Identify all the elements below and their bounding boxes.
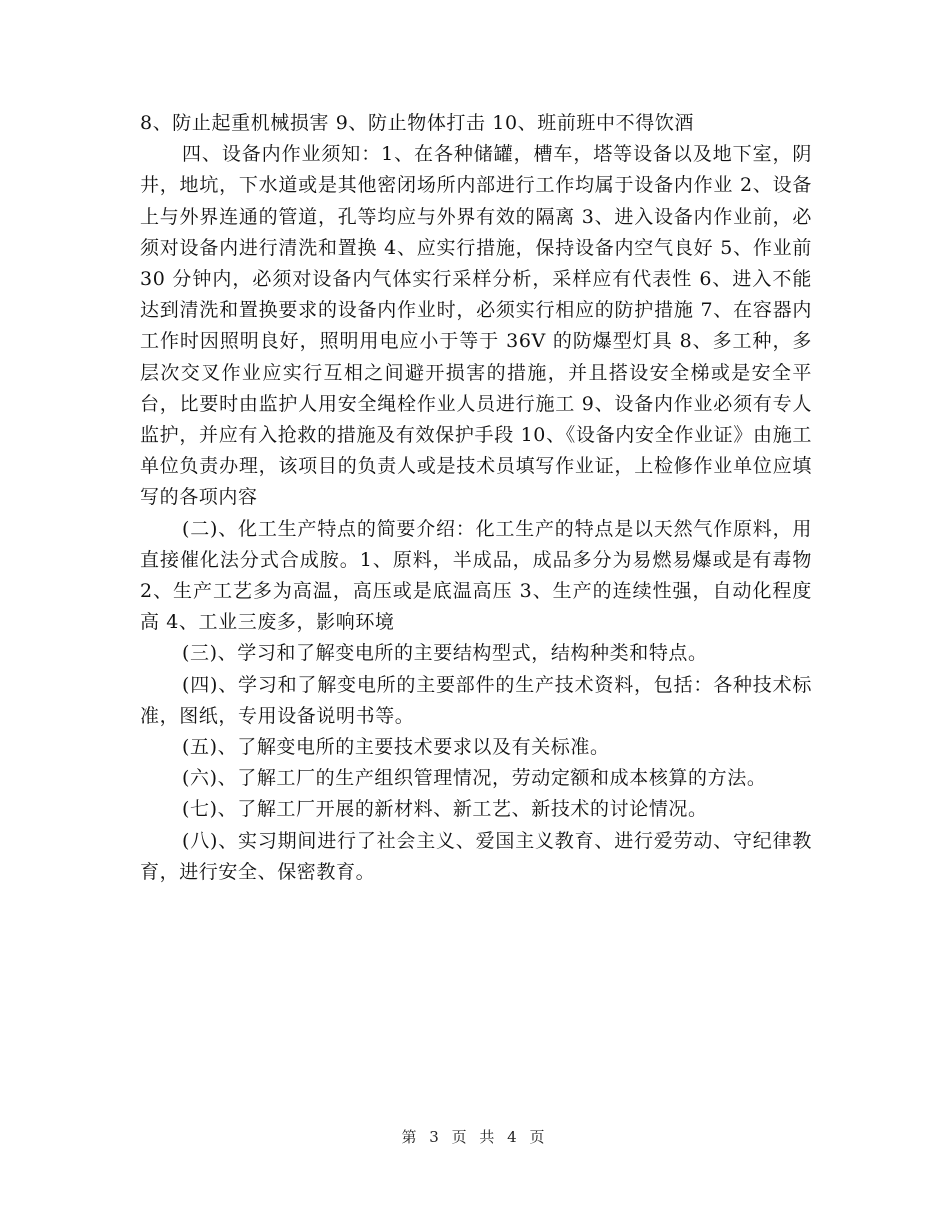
paragraph-vessel-work-notice: 四、设备内作业须知：1、在各种储罐，槽车，塔等设备以及地下室，阴井，地坑，下水道或是其他密闭场所内部进行工作均属于设备内作业 2、设备上与外界连通的管道，孔等均应与外界有效的隔离 3、进入设备内作业前，必须对设备内进行清洗和置换 4、应实行措施，保持设备内空气良好 5、作业前 30 分钟内，必须对设备内气体实行采样分析，采样应有代表性 6、进入不能达到清洗和置换要求的设备内作业时，必须实行相应的防护措施 7、在容器内工作时因照明良好，照明用电应小于等于 36V 的防爆型灯具 8、多工种，多层次交叉作业应实行互相之间避开损害的措施，并且搭设安全梯或是安全平台，比要时由监护人用安全绳栓作业人员进行施工 9、设备内作业必须有专人监护，并应有入抢救的措施及有效保护手段 10、《设备内安全作业证》由施工单位负责办理，该项目的负责人或是技术员填写作业证，上检修作业单位应填写的各项内容 (140, 143, 812, 509)
paragraph-technical-materials: (四)、学习和了解变电所的主要部件的生产技术资料，包括：各种技术标准，图纸，专用设备说明书等。 (140, 673, 812, 727)
paragraph-chemical-production: (二)、化工生产特点的简要介绍：化工生产的特点是以天然气作原料，用直接催化法分式合成胺。1、原料，半成品，成品多分为易燃易爆或是有毒物 2、生产工艺多为高温，高压或是底温高压 3、生产的连续性强，自动化程度高 4、工业三废多，影响环境 (140, 517, 812, 634)
document-body (140, 108, 812, 888)
paragraph-education: (八)、实习期间进行了社会主义、爱国主义教育、进行爱劳动、守纪律教育，进行安全、保密教育。 (140, 829, 812, 883)
page-number-footer: 第 3 页 共 4 页 (401, 1128, 549, 1146)
paragraph-technical-requirements: (五)、了解变电所的主要技术要求以及有关标准。 (182, 736, 610, 759)
paragraph-new-technology: (七)、了解工厂开展的新材料、新工艺、新技术的讨论情况。 (182, 798, 708, 821)
paragraph-substation-structure: (三)、学习和了解变电所的主要结构型式，结构种类和特点。 (182, 642, 708, 665)
paragraph-safety-rules-end: 8、防止起重机械损害 9、防止物体打击 10、班前班中不得饮酒 (140, 112, 695, 134)
paragraph-production-management: (六)、了解工厂的生产组织管理情况，劳动定额和成本核算的方法。 (182, 767, 767, 790)
